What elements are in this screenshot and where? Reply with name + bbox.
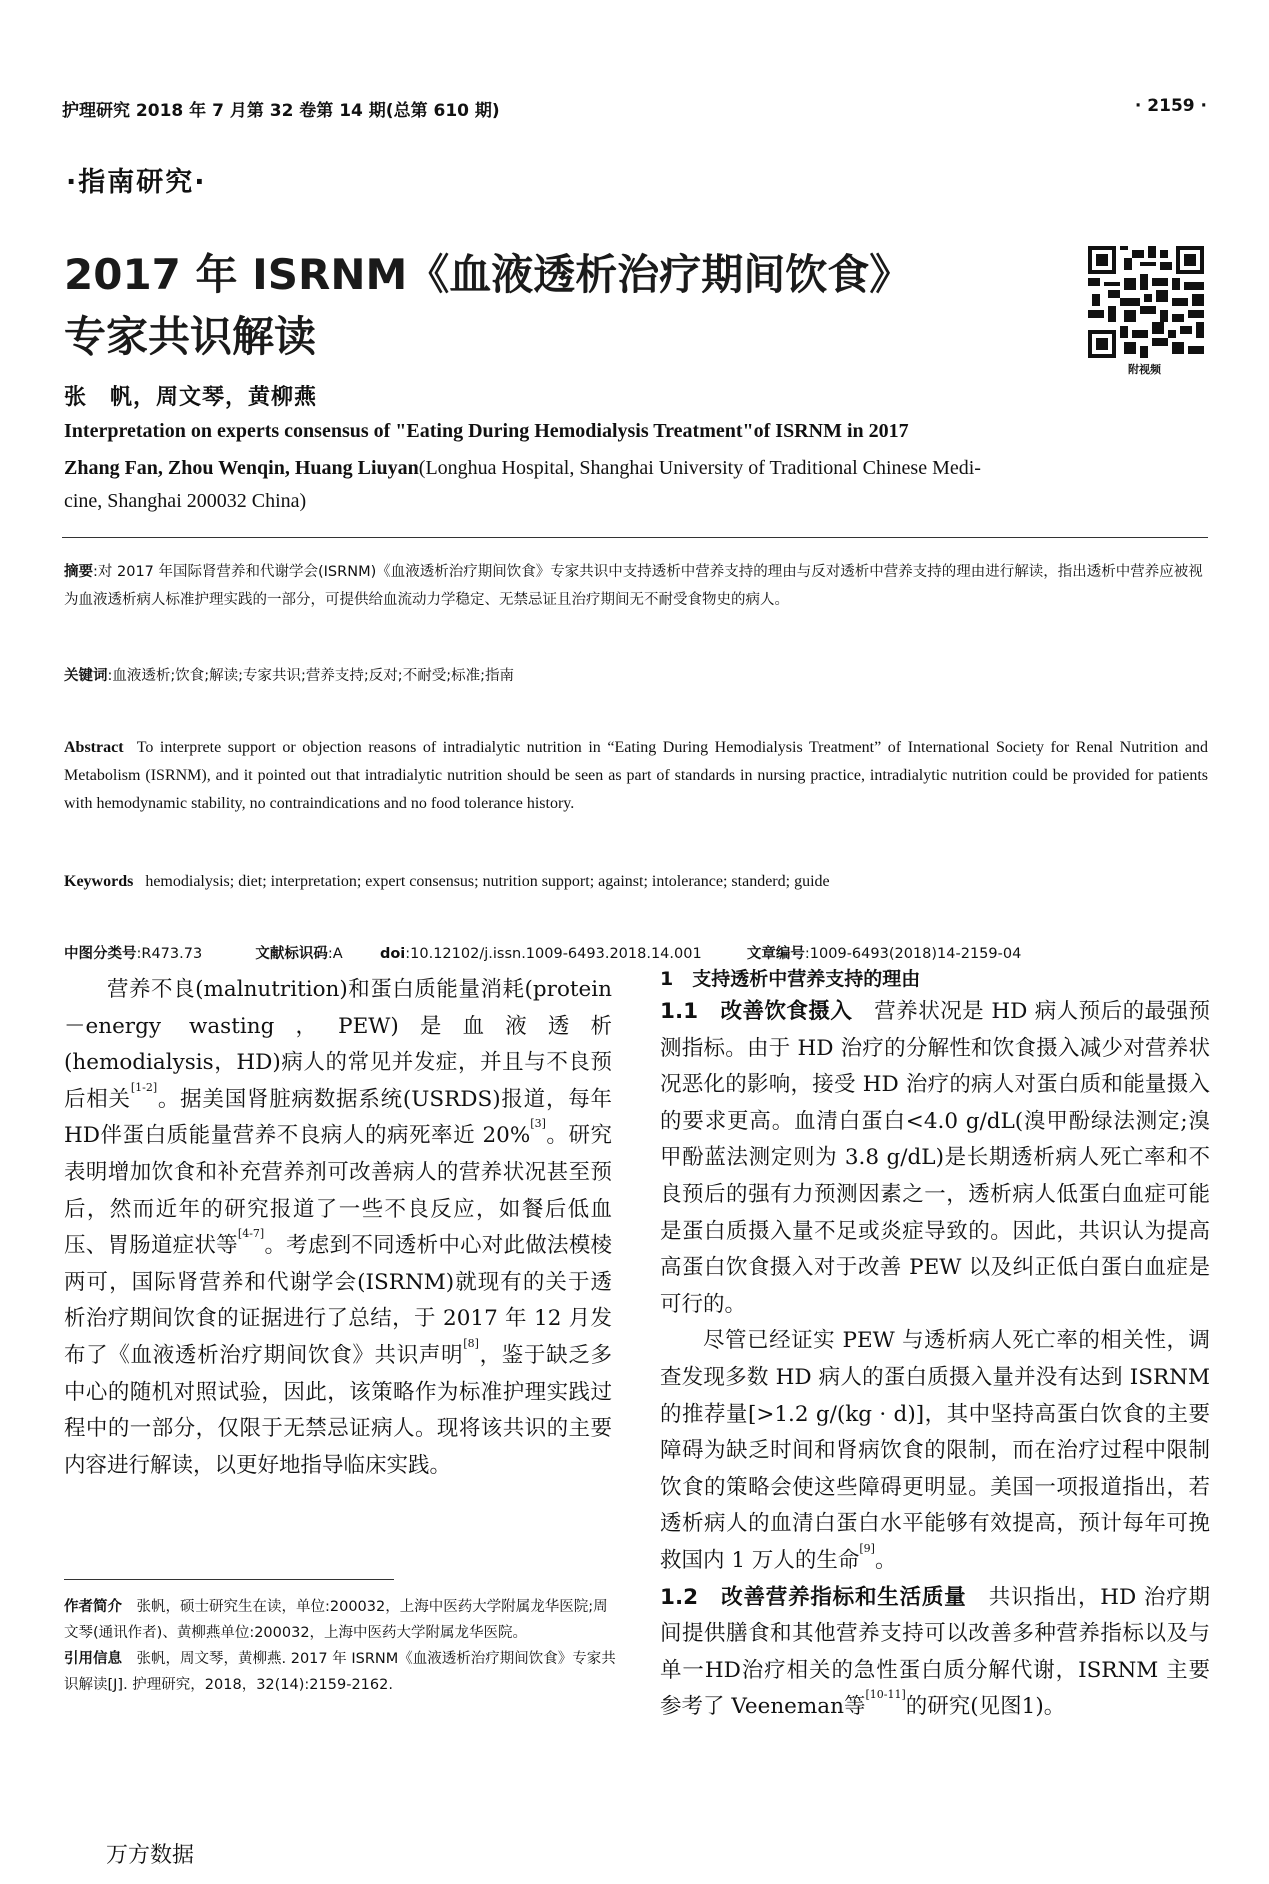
clc-value: :R473.73 <box>136 946 203 962</box>
abstract-en <box>64 734 1208 818</box>
author-info-label: 作者简介 <box>64 1599 122 1615</box>
english-affiliation-cont: cine, Shanghai 200032 China) <box>64 490 307 512</box>
keywords-en <box>64 868 1208 896</box>
left-column <box>64 972 612 1484</box>
citation-info <box>64 1646 620 1698</box>
english-title: Interpretation on experts consensus of "Eating During Hemodialysis Treatment"of ISRNM in 2017 <box>64 420 909 442</box>
section-tag: ·指南研究· <box>66 167 207 198</box>
doccode-value: :A <box>327 946 343 962</box>
page-number: · 2159 · <box>1134 96 1207 116</box>
footnote-divider <box>64 1579 394 1580</box>
intro-text-1: 营养不良(malnutrition)和蛋白质能量消耗(protein－energy wasting，PEW)是血液透析(hemodialysis，HD)病人的常见并发症，并且与不良预后相关 <box>64 977 612 1112</box>
divider <box>62 537 1208 538</box>
authors-cn: 张 帆，周文琴，黄柳燕 <box>64 385 318 410</box>
article-title <box>64 244 911 368</box>
para2-end: 。 <box>874 1547 897 1573</box>
citation-ref[interactable]: [4-7] <box>237 1227 265 1241</box>
watermark: 万方数据 <box>106 1843 195 1868</box>
keywords-cn-text: :血液透析;饮食;解读;专家共识;营养支持;反对;不耐受;标准;指南 <box>107 668 514 684</box>
doi-label: doi <box>379 946 406 962</box>
article-title-line1: 2017 年 ISRNM《血液透析治疗期间饮食》 <box>64 250 912 299</box>
intro-text-2: 。据美国肾脏病数据系统(USRDS)报道，每年HD伴蛋白质能量营养不良病人的病死率近 20% <box>64 1086 612 1149</box>
section-1-1 <box>660 994 1210 1323</box>
english-author-names: Zhang Fan, Zhou Wenqin, Huang Liuyan <box>64 457 419 479</box>
abstract-cn <box>64 558 1208 614</box>
abstract-cn-label: 摘要 <box>64 564 93 580</box>
article-no-value: :1009-6493(2018)14-2159-04 <box>804 946 1022 962</box>
clc-label: 中图分类号 <box>64 946 137 962</box>
section-1-1-heading: 1.1 改善饮食摄入 <box>660 999 853 1024</box>
doccode-label: 文献标识码 <box>255 946 328 962</box>
citation-info-label: 引用信息 <box>64 1651 122 1667</box>
citation-ref[interactable]: [9] <box>859 1541 875 1555</box>
article-title-line2: 专家共识解读 <box>64 312 317 361</box>
section-1-2-end: 的研究(见图1)。 <box>905 1694 1066 1720</box>
qr-code[interactable] <box>1088 246 1204 358</box>
citation-ref[interactable]: [1-2] <box>130 1080 158 1094</box>
keywords-cn <box>64 662 1208 690</box>
abstract-en-text: To interprete support or objection reasons of intradialytic nutrition in “Eating During Hemodialysis Treatment” of International Society for Renal Nutrition and Metabolism (ISRNM), and it pointed out that intradialytic nutrition should be seen as part of standards in nursing practice, intradialytic nutrition could be provided for patients with hemodynamic stability, no contraindications and no food tolerance history. <box>64 739 1208 812</box>
citation-ref[interactable]: [8] <box>463 1336 479 1350</box>
english-affiliation: (Longhua Hospital, Shanghai University of Traditional Chinese Medi- <box>418 457 981 479</box>
right-column <box>660 964 1210 1726</box>
citation-ref[interactable]: [3] <box>530 1117 546 1131</box>
keywords-en-label: Keywords <box>64 873 134 890</box>
qr-code-icon <box>1088 246 1204 358</box>
qr-caption: 附视频 <box>1128 363 1161 376</box>
english-authors <box>64 452 1214 518</box>
footnote <box>64 1594 620 1698</box>
intro-text-4: 。考虑到不同透析中心对此做法模棱两可，国际肾营养和代谢学会(ISRNM)就现有的关于透析治疗期间饮食的证据进行了总结，于 2017 年 12 月发布了《血液透析治疗期间饮食》共识声明 <box>64 1233 612 1368</box>
intro-paragraph <box>64 972 612 1484</box>
intro-text-3: 。研究表明增加饮食和补充营养剂可改善病人的营养状况甚至预后，然而近年的研究报道了一些不良反应，如餐后低血压、胃肠道症状等 <box>64 1123 612 1259</box>
section-1-1-paragraph-2 <box>660 1323 1210 1579</box>
section-1-2 <box>660 1580 1210 1726</box>
keywords-en-text: hemodialysis; diet; interpretation; expert consensus; nutrition support; against; intolerance; standerd; guide <box>145 873 830 890</box>
author-info-text: 张帆，硕士研究生在读，单位:200032，上海中医药大学附属龙华医院;周文琴(通讯作者)、黄柳燕单位:200032，上海中医药大学附属龙华医院。 <box>64 1599 608 1641</box>
intro-text-5: ，鉴于缺乏多中心的随机对照试验，因此，该策略作为标准护理实践过程中的一部分，仅限于无禁忌证病人。现将该共识的主要内容进行解读，以更好地指导临床实践。 <box>64 1342 612 1478</box>
section-1-heading: 1 支持透析中营养支持的理由 <box>660 968 921 990</box>
section-1-1-text: 营养状况是 HD 病人预后的最强预测指标。由于 HD 治疗的分解性和饮食摄入减少对营养状况恶化的影响，接受 HD 治疗的病人对蛋白质和能量摄入的要求更高。血清白蛋白<4.0 g/dL(溴甲酚绿法测定;溴甲酚蓝法测定则为 3.8 g/dL)是长期透析病人死亡率和不良预后的强有力预测因素之一，透析病人低蛋白血症可能是蛋白质摄入量不足或炎症导致的。因此，共识认为提高高蛋白饮食摄入对于改善 PEW 以及纠正低白蛋白血症是可行的。 <box>660 999 1210 1317</box>
article-no-label: 文章编号 <box>746 946 805 962</box>
meta-line <box>64 942 1208 963</box>
citation-info-text: 张帆，周文琴，黄柳燕. 2017 年 ISRNM《血液透析治疗期间饮食》专家共识解读[J]. 护理研究，2018，32(14):2159-2162. <box>64 1651 616 1693</box>
journal-header: 护理研究 2018 年 7 月第 32 卷第 14 期(总第 610 期) <box>62 101 500 121</box>
abstract-cn-text: :对 2017 年国际肾营养和代谢学会(ISRNM)《血液透析治疗期间饮食》专家共识中支持透析中营养支持的理由与反对透析中营养支持的理由进行解读，指出透析中营养应被视为血液透析病人标准护理实践的一部分，可提供给血流动力学稳定、无禁忌证且治疗期间无不耐受食物史的病人。 <box>64 564 1203 608</box>
abstract-en-label: Abstract <box>64 739 124 756</box>
para2-text: 尽管已经证实 PEW 与透析病人死亡率的相关性，调查发现多数 HD 病人的蛋白质摄入量并没有达到 ISRNM 的推荐量[>1.2 g/(kg · d)]，其中坚持高蛋白饮食的主要障碍为缺乏时间和肾病饮食的限制，而在治疗过程中限制饮食的策略会使这些障碍更明显。美国一项报道指出，若透析病人的血清白蛋白水平能够有效提高，预计每年可挽救国内 1 万人的生命 <box>660 1328 1210 1573</box>
keywords-cn-label: 关键词 <box>64 668 108 684</box>
citation-ref[interactable]: [10-11] <box>865 1688 906 1702</box>
author-info <box>64 1594 620 1646</box>
section-1-2-text: 共识指出，HD 治疗期间提供膳食和其他营养支持可以改善多种营养指标以及与单一HD治疗相关的急性蛋白质分解代谢，ISRNM 主要参考了 Veeneman等 <box>660 1584 1210 1720</box>
doi-value: :10.12102/j.issn.1009-6493.2018.14.001 <box>405 946 702 962</box>
section-1-2-heading: 1.2 改善营养指标和生活质量 <box>660 1584 967 1610</box>
